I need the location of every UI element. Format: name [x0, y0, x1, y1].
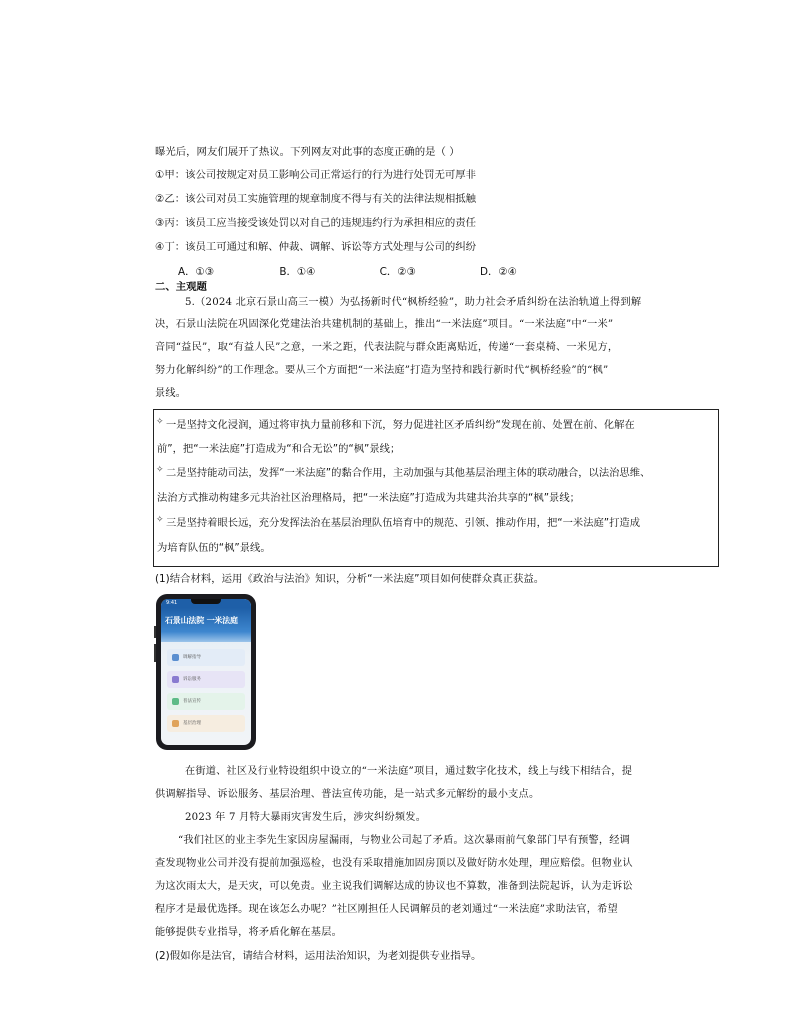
- q5-line-2: 决，石景山法院在巩固深化党建法治共建机制的基础上，推出“一米法庭”项目。“一米法庭”中“一米”: [155, 319, 614, 330]
- material-line-2: 供调解指导、诉讼服务、基层治理、普法宣传功能，是一站式多元解纷的最小支点。: [155, 789, 540, 800]
- box-item-3: [156, 516, 640, 530]
- box-line-5: 三是坚持着眼长远，充分发挥法治在基层治理队伍培育中的规范、引领、推动作用，把“一米法庭”打造成: [166, 517, 641, 529]
- material-line-6: 为这次雨太大，是天灾，可以免责。业主说我们调解达成的协议也不算数，准备到法院起诉，认为走诉讼: [155, 881, 633, 892]
- status-bar: [161, 599, 251, 608]
- q5-line-1: 5.（2024 北京石景山高三一模）为弘扬新时代“枫桥经验”，助力社会矛盾纠纷在法治轨道上得到解: [185, 297, 642, 308]
- material-line-3: 2023 年 7 月特大暴雨灾害发生后，涉灾纠纷频发。: [185, 812, 427, 823]
- app-card-label: 诉讼服务: [183, 677, 201, 682]
- box-item-1: [156, 418, 635, 432]
- option-2: ②乙：该公司对员工实施管理的规章制度不得与有关的法律法规相抵触: [155, 193, 477, 205]
- app-title: 石景山法院 一米法庭: [165, 616, 238, 625]
- box-line-1: 一是坚持文化浸润，通过将审执力量前移和下沉，努力促进社区矛盾纠纷“发现在前、处置在前、化解在: [166, 419, 635, 431]
- box-item-2: [156, 466, 650, 480]
- mediation-icon: [172, 654, 179, 661]
- material-line-7: 程序才是最优选择。现在该怎么办呢？”社区刚担任人民调解员的老刘通过“一米法庭”求助法官，希望: [155, 904, 618, 915]
- material-box: [153, 409, 719, 567]
- app-card-3: [167, 693, 245, 710]
- phone-image: [156, 594, 256, 750]
- app-card-label: 基层治理: [183, 721, 201, 726]
- app-card-1: [167, 649, 245, 666]
- option-4: ④丁：该员工可通过和解、仲裁、调解、诉讼等方式处理与公司的纠纷: [155, 241, 477, 253]
- governance-icon: [172, 720, 179, 727]
- material-line-4: “我们社区的业主李先生家因房屋漏雨，与物业公司起了矛盾。这次暴雨前气象部门早有预警，经调: [178, 835, 631, 846]
- choice-d[interactable]: D．②④: [479, 266, 517, 278]
- star-bullet-icon: ✧: [156, 515, 164, 525]
- choice-b[interactable]: B．①④: [279, 266, 316, 278]
- q5-line-3: 音同“益民”，取“有益人民”之意，一米之距，代表法院与群众距离贴近，传递“一套桌椅、一米见方，: [155, 342, 619, 353]
- app-card-4: [167, 715, 245, 732]
- q5-line-4: 努力化解纠纷”的工作理念。要从三个方面把“一米法庭”打造为坚持和践行新时代“枫桥经验”的“枫”: [155, 365, 609, 376]
- status-time: 9:41: [166, 600, 178, 606]
- star-bullet-icon: ✧: [156, 465, 164, 475]
- phone-screen: [161, 599, 251, 745]
- q5-line-5: 景线。: [155, 388, 187, 399]
- choice-c[interactable]: C．②③: [379, 266, 416, 278]
- material-line-8: 能够提供专业指导，将矛盾化解在基层。: [155, 927, 342, 938]
- litigation-icon: [172, 676, 179, 683]
- star-bullet-icon: ✧: [156, 417, 164, 427]
- sub-question-1: (1)结合材料，运用《政治与法治》知识，分析“一米法庭”项目如何使群众真正获益。: [155, 573, 545, 585]
- box-line-2: 前”，把“一米法庭”打造成为“和合无讼”的“枫”景线；: [157, 443, 401, 455]
- box-line-4: 法治方式推动构建多元共治社区治理格局，把“一米法庭”打造成为共建共治共享的“枫”景线；: [157, 492, 580, 504]
- leaf-icon: [172, 698, 179, 705]
- material-line-1: 在街道、社区及行业特设组织中设立的“一米法庭”项目，通过数字化技术，线上与线下相结合，提: [185, 766, 633, 777]
- section-title: 二、主观题: [155, 281, 207, 293]
- material-line-5: 查发现物业公司并没有提前加强巡检，也没有采取措施加固房顶以及做好防水处理，理应赔偿。但物业认: [155, 858, 633, 869]
- app-card-label: 普法宣传: [183, 699, 201, 704]
- question-intro: 曝光后，网友们展开了热议。下列网友对此事的态度正确的是（ ）: [155, 146, 460, 158]
- box-line-6: 为培育队伍的“枫”景线。: [157, 542, 271, 554]
- app-card-label: 调解指导: [183, 655, 201, 660]
- box-line-3: 二是坚持能动司法，发挥“一米法庭”的黏合作用，主动加强与其他基层治理主体的联动融合，以法治思维、: [166, 467, 651, 479]
- answer-choices: [178, 263, 517, 278]
- option-3: ③丙：该员工应当接受该处罚以对自己的违规违约行为承担相应的责任: [155, 217, 477, 229]
- sub-question-2: (2)假如你是法官，请结合材料，运用法治知识，为老刘提供专业指导。: [155, 950, 482, 962]
- app-card-2: [167, 671, 245, 688]
- choice-a[interactable]: A．①③: [178, 266, 215, 278]
- option-1: ①甲：该公司按规定对员工影响公司正常运行的行为进行处罚无可厚非: [155, 169, 477, 181]
